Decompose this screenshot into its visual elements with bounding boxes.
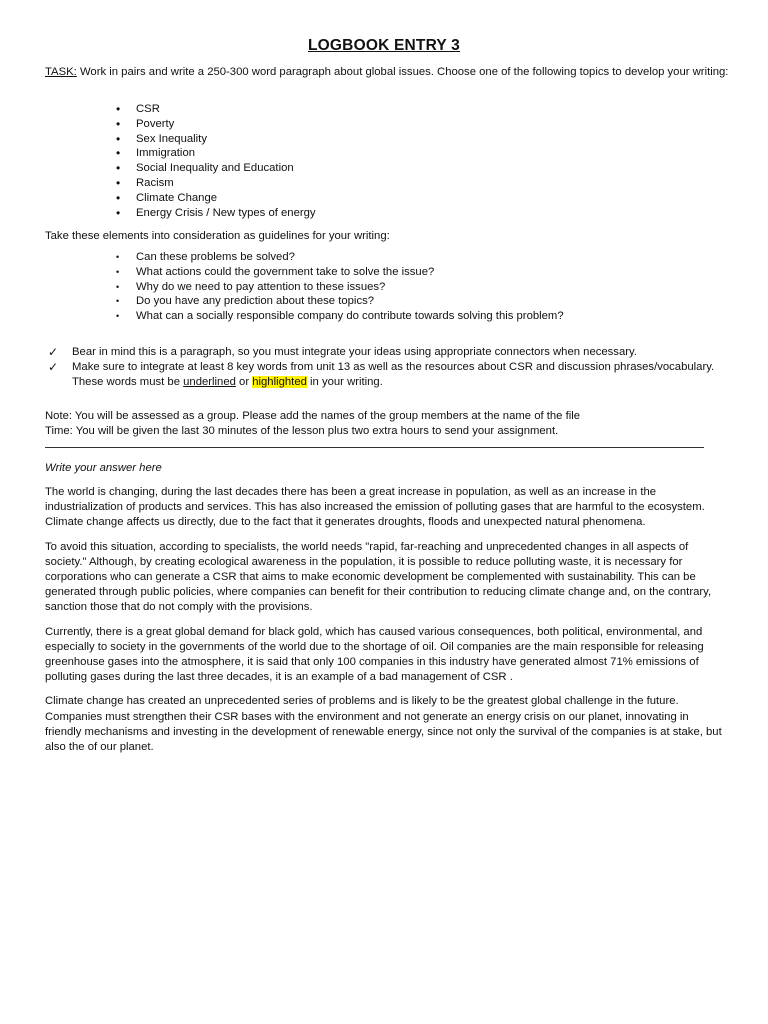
topic-item: • Energy Crisis / New types of energy <box>116 206 316 221</box>
checkmark-icon: ✓ <box>48 360 59 374</box>
guideline-item: • What can a socially responsible company do contribute towards solving this problem? <box>116 309 564 324</box>
checklist <box>48 345 738 390</box>
answer-paragraph: The world is changing, during the last decades there has been a great increase in population, as well as an increase in the industrialization of products and services. This has also increased the emission of polluting gases that are harmful to the ecosystem. Climate change affects us directly, due to the fact that it generates droughts, floods and unexpected natural phenomena. <box>45 486 705 529</box>
checkmark-icon: ✓ <box>48 345 59 359</box>
check-item <box>48 360 738 390</box>
check-item <box>48 345 738 360</box>
check-item-text: in your writing. <box>306 376 383 388</box>
answer-paragraph: To avoid this situation, according to specialists, the world needs "rapid, far-reaching and unprecedented changes in all aspects of society." Although, by creating ecological awareness in the population, it is possible to reduce polluting waste, it is necessary for corporations who can generate a CSR that aims to make economic development be complemented with sustainability. This can be generated through public policies, where companies can benefit for their contribution to reducing climate change and, on the contrary, sanction those that do not comply with the provisions. <box>45 540 712 614</box>
note-block <box>45 409 745 439</box>
answer-paragraph: Climate change has created an unprecedented series of problems and is likely to be the greatest global challenge in the future. Companies must strengthen their CSR bases with the environment and not generate an energy crisis on our planet, innovating in friendly mechanisms and investing in the development of renewable energy, since not only the survival of the companies is at stake, but also the of our planet. <box>45 695 722 754</box>
answer-paragraph: Currently, there is a great global demand for black gold, which has caused various consequences, both political, environmental, and especially to society in the governments of the world due to the shortage of oil. Oil companies are the main responsible for releasing greenhouse gases into the atmosphere, it is said that only 100 companies in this industry have generated almost 71% emissions of polluting gases during the last three decades, it is an example of a bad management of CSR . <box>45 625 704 684</box>
write-prompt: Write your answer here <box>45 462 162 474</box>
topic-item: • Climate Change <box>116 191 316 206</box>
guidelines-intro: Take these elements into consideration as guidelines for your writing: <box>45 230 390 242</box>
note-line: Note: You will be assessed as a group. Please add the names of the group members at the name of the file <box>45 410 581 422</box>
guideline-item: • Do you have any prediction about these topics? <box>116 294 564 309</box>
time-line: Time: You will be given the last 30 minutes of the lesson plus two extra hours to send your assignment. <box>45 425 559 437</box>
topic-item: • Poverty <box>116 117 316 132</box>
task-paragraph <box>45 65 735 80</box>
highlighted-word: highlighted <box>252 376 307 388</box>
topic-item: • Social Inequality and Education <box>116 161 316 176</box>
guidelines-list <box>116 250 564 324</box>
task-label: TASK: <box>45 66 77 78</box>
guideline-item: • Why do we need to pay attention to these issues? <box>116 280 564 295</box>
guideline-item: • Can these problems be solved? <box>116 250 564 265</box>
topics-list <box>116 102 316 220</box>
topic-item: • Immigration <box>116 146 316 161</box>
divider-line <box>45 447 704 448</box>
answer-section <box>45 485 725 764</box>
topic-item: • Racism <box>116 176 316 191</box>
topic-item: • CSR <box>116 102 316 117</box>
check-item-text: Make sure to integrate at least 8 key words from unit 13 as well as the resources about CSR and discussion phrases/vocabulary. These words must be <box>72 361 715 388</box>
page-title: LOGBOOK ENTRY 3 <box>308 37 460 54</box>
check-item-text: Bear in mind this is a paragraph, so you must integrate your ideas using appropriate connectors when necessary. <box>72 346 637 358</box>
topic-item: • Sex Inequality <box>116 132 316 147</box>
guideline-item: • What actions could the government take to solve the issue? <box>116 265 564 280</box>
task-text: Work in pairs and write a 250-300 word paragraph about global issues. Choose one of the following topics to develop your writing: <box>76 66 729 78</box>
check-item-text: or <box>235 376 253 388</box>
underlined-word: underlined <box>183 376 236 388</box>
